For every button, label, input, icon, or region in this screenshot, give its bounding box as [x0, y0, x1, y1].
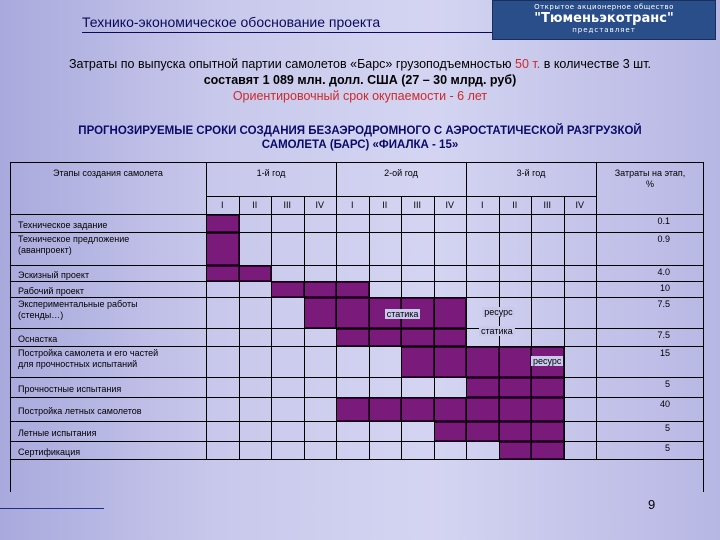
note-statika-2: статика — [481, 326, 513, 336]
stage-name: Рабочий проект — [18, 285, 84, 296]
schedule-bar — [401, 398, 434, 421]
stage-cost: 15 — [659, 348, 670, 358]
schedule-bar — [401, 329, 434, 346]
row-line — [10, 232, 704, 233]
row-line — [10, 441, 704, 442]
stage-cost: 5 — [664, 423, 670, 433]
schedule-bar — [531, 422, 564, 441]
header-stages: Этапы создания самолета — [53, 168, 163, 178]
header-quarter: III — [543, 200, 551, 210]
schedule-bar — [499, 442, 532, 459]
company-logo — [492, 0, 716, 40]
schedule-bar — [466, 378, 499, 397]
quarter-line — [564, 196, 565, 459]
table-border-right — [703, 162, 704, 492]
schedule-table — [10, 162, 704, 492]
schedule-bar — [271, 282, 304, 297]
schedule-bar — [304, 282, 337, 297]
quarter-line — [434, 196, 435, 459]
stage-name: Оснастка — [18, 333, 58, 344]
header-sep-year — [336, 162, 337, 196]
schedule-bar — [206, 215, 239, 232]
schedule-bar — [434, 398, 467, 421]
table-heading-line2: САМОЛЕТА (БАРС) «ФИАЛКА - 15» — [261, 139, 459, 151]
table-heading — [20, 124, 700, 152]
schedule-bar — [304, 298, 337, 328]
stage-name: Экспериментальные работы — [18, 299, 138, 309]
stage-name: Прочностные испытания — [18, 383, 122, 394]
stage-name: Сертификация — [18, 446, 81, 457]
quarter-line — [466, 196, 467, 459]
quarter-line — [271, 196, 272, 459]
page-number: 9 — [648, 497, 656, 512]
intro-line1-a: Затраты по выпуска опытной партии самолетов «Барс» грузоподъемностью — [68, 57, 516, 71]
header-quarter: IV — [315, 200, 324, 210]
header-year: 1-й год — [256, 168, 286, 178]
header-year: 3-й год — [516, 168, 546, 178]
schedule-bar — [369, 329, 402, 346]
quarter-line — [336, 196, 337, 459]
logo-line3: представляет — [572, 26, 636, 34]
logo-line2: "Тюменьэкотранс" — [534, 11, 674, 26]
quarter-line — [239, 196, 240, 459]
stage-cost: 7.5 — [657, 299, 670, 309]
header-quarter: IV — [445, 200, 454, 210]
row-line — [10, 377, 704, 378]
schedule-bar — [434, 298, 467, 328]
stage-cost: 4.0 — [657, 267, 670, 277]
header-quarter: I — [350, 200, 354, 210]
stage-cost: 0.1 — [657, 216, 670, 226]
intro-capacity: 50 т. — [515, 57, 541, 71]
schedule-bar — [531, 398, 564, 421]
schedule-bar — [336, 298, 369, 328]
stage-cost: 40 — [659, 399, 670, 409]
stage-cost: 5 — [664, 443, 670, 453]
schedule-bar — [434, 422, 467, 441]
quarter-line — [369, 196, 370, 459]
row-line — [10, 459, 704, 460]
stage-name: Техническое задание — [18, 219, 108, 230]
row-line — [10, 421, 704, 422]
stage-cost: 7.5 — [657, 330, 670, 340]
header-quarter: II — [252, 200, 258, 210]
stage-cost: 0.9 — [657, 234, 670, 244]
header-cost-2: % — [645, 179, 654, 189]
schedule-bar — [466, 398, 499, 421]
schedule-bar — [206, 266, 239, 281]
quarter-line — [531, 196, 532, 459]
note-statika-1: статика — [386, 309, 419, 319]
header-quarter: II — [382, 200, 388, 210]
schedule-bar — [499, 347, 532, 377]
schedule-bar — [499, 378, 532, 397]
schedule-bar — [499, 422, 532, 441]
intro-line2: составят 1 089 млн. долл. США (27 – 30 млрд. руб) — [203, 73, 517, 87]
stage-name: Эскизный проект — [18, 269, 90, 280]
header-quarter: III — [413, 200, 421, 210]
row-line — [10, 265, 704, 266]
schedule-bar — [466, 422, 499, 441]
schedule-bar — [206, 233, 239, 265]
header-cost-1: Затраты на этап, — [614, 168, 686, 178]
cost-col-line — [596, 162, 597, 459]
table-heading-line1: ПРОГНОЗИРУЕМЫЕ СРОКИ СОЗДАНИЯ БЕЗАЭРОДРОМНОГО С АЭРОСТАТИЧЕСКОЙ РАЗГРУЗКОЙ — [78, 125, 642, 137]
quarter-line — [206, 196, 207, 459]
header-quarter: I — [220, 200, 224, 210]
schedule-bar — [239, 266, 272, 281]
schedule-bar — [434, 347, 467, 377]
header-quarter: III — [283, 200, 291, 210]
note-resurs-2: ресурс — [533, 356, 562, 366]
quarter-line — [304, 196, 305, 459]
table-border-top — [10, 162, 704, 163]
schedule-bar — [499, 398, 532, 421]
header-quarter: IV — [575, 200, 584, 210]
row-line — [10, 346, 704, 347]
stage-cost: 5 — [664, 379, 670, 389]
schedule-bar — [531, 442, 564, 459]
quarter-line — [401, 196, 402, 459]
page-title: Технико-экономическое обоснование проекта — [82, 14, 522, 33]
bottom-rule — [0, 508, 104, 509]
schedule-bar — [336, 398, 369, 421]
intro-payback: Ориентировочный срок окупаемости - 6 лет — [232, 89, 488, 103]
schedule-bar — [531, 378, 564, 397]
schedule-bar — [434, 329, 467, 346]
stage-name-2: для прочностных испытаний — [18, 359, 138, 369]
stage-name: Техническое предложение — [18, 234, 130, 244]
stage-name-2: (аванпроект) — [18, 245, 72, 255]
intro-text — [20, 56, 700, 104]
intro-line1 — [20, 56, 700, 72]
header-year: 2-ой год — [384, 168, 418, 178]
logo-line1: Открытое акционерное общество — [534, 3, 674, 11]
stage-name: Летные испытания — [18, 427, 97, 438]
stage-name: Постройка летных самолетов — [18, 405, 142, 416]
header-sep-year — [466, 162, 467, 196]
header-bottom — [10, 214, 704, 215]
stage-cost: 10 — [659, 283, 670, 293]
schedule-bar — [401, 347, 434, 377]
stage-name: Постройка самолета и его частей — [18, 348, 159, 358]
stage-name-2: (стенды…) — [18, 310, 64, 320]
intro-line1-b: в количестве 3 шт. — [540, 57, 652, 71]
header-quarter: I — [480, 200, 484, 210]
table-border-left — [10, 162, 11, 492]
schedule-bar — [466, 347, 499, 377]
schedule-bar — [336, 329, 369, 346]
note-resurs-1: ресурс — [484, 307, 513, 317]
schedule-bar — [336, 282, 369, 297]
schedule-bar — [369, 398, 402, 421]
header-quarter: II — [512, 200, 518, 210]
